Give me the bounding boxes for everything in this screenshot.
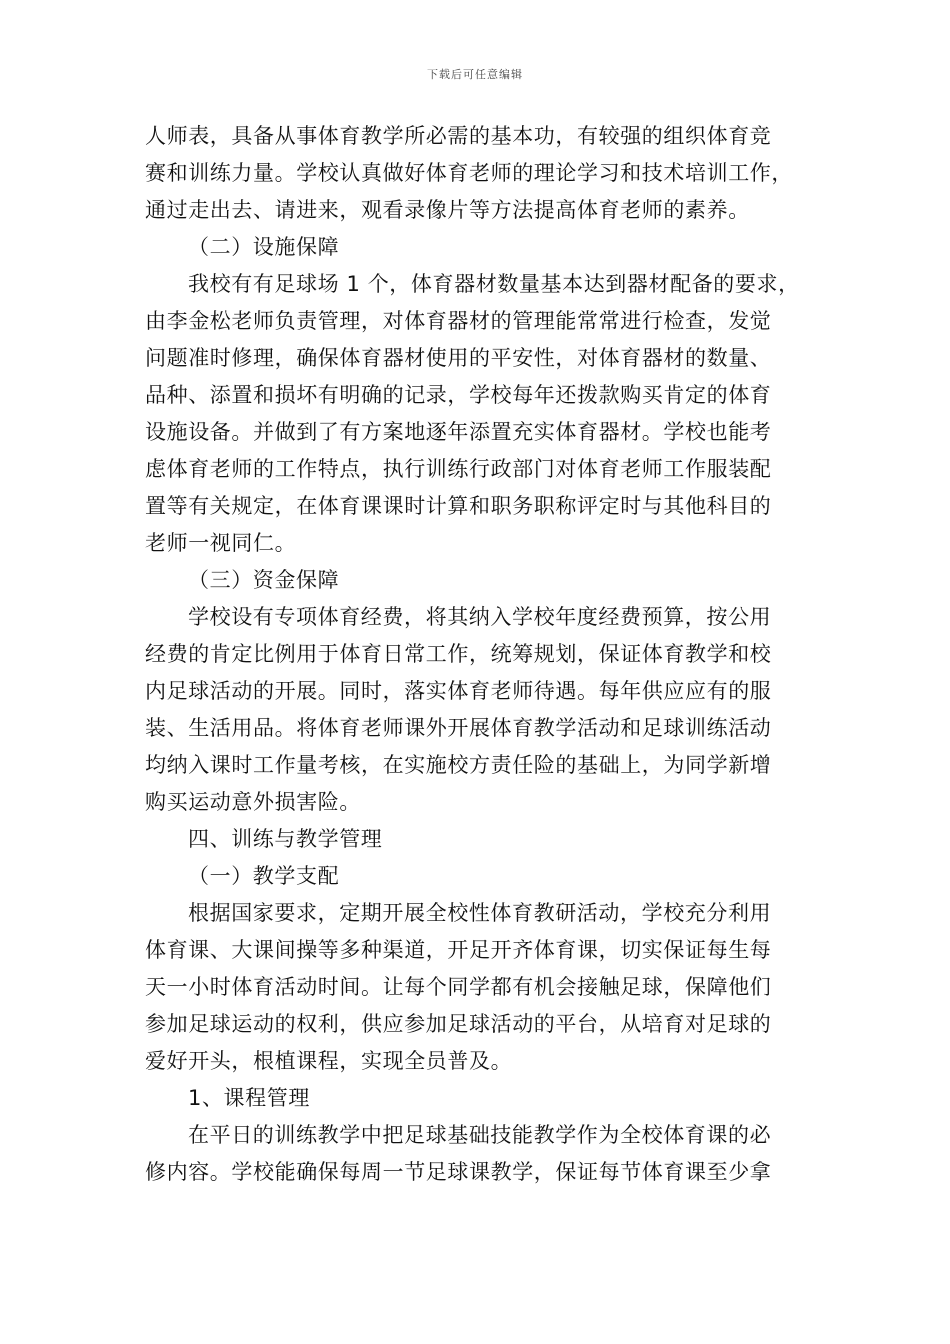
text-line: （二）设施保障 (188, 235, 340, 259)
text-line: 设施设备。并做到了有方案地逐年添置充实体育器材。学校也能考 (145, 420, 772, 444)
text-line: 天一小时体育活动时间。让每个同学都有机会接触足球，保障他们 (145, 975, 772, 999)
text-line: 虑体育老师的工作特点，执行训练行政部门对体育老师工作服装配 (145, 457, 772, 481)
text-line: 置等有关规定，在体育课课时计算和职务职称评定时与其他科目的 (145, 494, 772, 518)
text-line: 均纳入课时工作量考核，在实施校方责任险的基础上，为同学新增 (145, 753, 772, 777)
text-line: （一）教学支配 (188, 864, 340, 888)
page-header: 下载后可任意编辑 (427, 68, 523, 81)
text-line: 经费的肯定比例用于体育日常工作，统筹规划，保证体育教学和校 (145, 642, 772, 666)
text-line: 赛和训练力量。学校认真做好体育老师的理论学习和技术培训工作， (145, 161, 793, 185)
text-line: 装、生活用品。将体育老师课外开展体育教学活动和足球训练活动 (145, 716, 772, 740)
text-line: （三）资金保障 (188, 568, 340, 592)
text-line: 人师表，具备从事体育教学所必需的基本功，有较强的组织体育竞 (145, 124, 772, 148)
text-line: 根据国家要求，定期开展全校性体育教研活动，学校充分利用 (188, 901, 772, 925)
text-line: 我校有有足球场 1 个，体育器材数量基本达到器材配备的要求， (188, 272, 800, 296)
text-line: 1、课程管理 (188, 1086, 310, 1110)
text-line: 购买运动意外损害险。 (145, 790, 361, 814)
text-line: 老师一视同仁。 (145, 531, 297, 555)
text-line: 爱好开头，根植课程，实现全员普及。 (145, 1049, 513, 1073)
text-line: 参加足球运动的权利，供应参加足球活动的平台，从培育对足球的 (145, 1012, 772, 1036)
text-line: 修内容。学校能确保每周一节足球课教学，保证每节体育课至少拿 (145, 1160, 772, 1184)
text-line: 体育课、大课间操等多种渠道，开足开齐体育课，切实保证每生每 (145, 938, 772, 962)
text-line: 通过走出去、请进来，观看录像片等方法提高体育老师的素养。 (145, 198, 750, 222)
document-body (145, 118, 825, 1191)
text-line: 内足球活动的开展。同时，落实体育老师待遇。每年供应应有的服 (145, 679, 772, 703)
text-line: 学校设有专项体育经费，将其纳入学校年度经费预算，按公用 (188, 605, 772, 629)
text-line: 四、训练与教学管理 (188, 827, 383, 851)
text-line: 在平日的训练教学中把足球基础技能教学作为全校体育课的必 (188, 1123, 772, 1147)
text-line: 品种、添置和损坏有明确的记录，学校每年还拨款购买肯定的体育 (145, 383, 772, 407)
text-line: 问题准时修理，确保体育器材使用的平安性，对体育器材的数量、 (145, 346, 772, 370)
text-line: 由李金松老师负责管理，对体育器材的管理能常常进行检查，发觉 (145, 309, 772, 333)
